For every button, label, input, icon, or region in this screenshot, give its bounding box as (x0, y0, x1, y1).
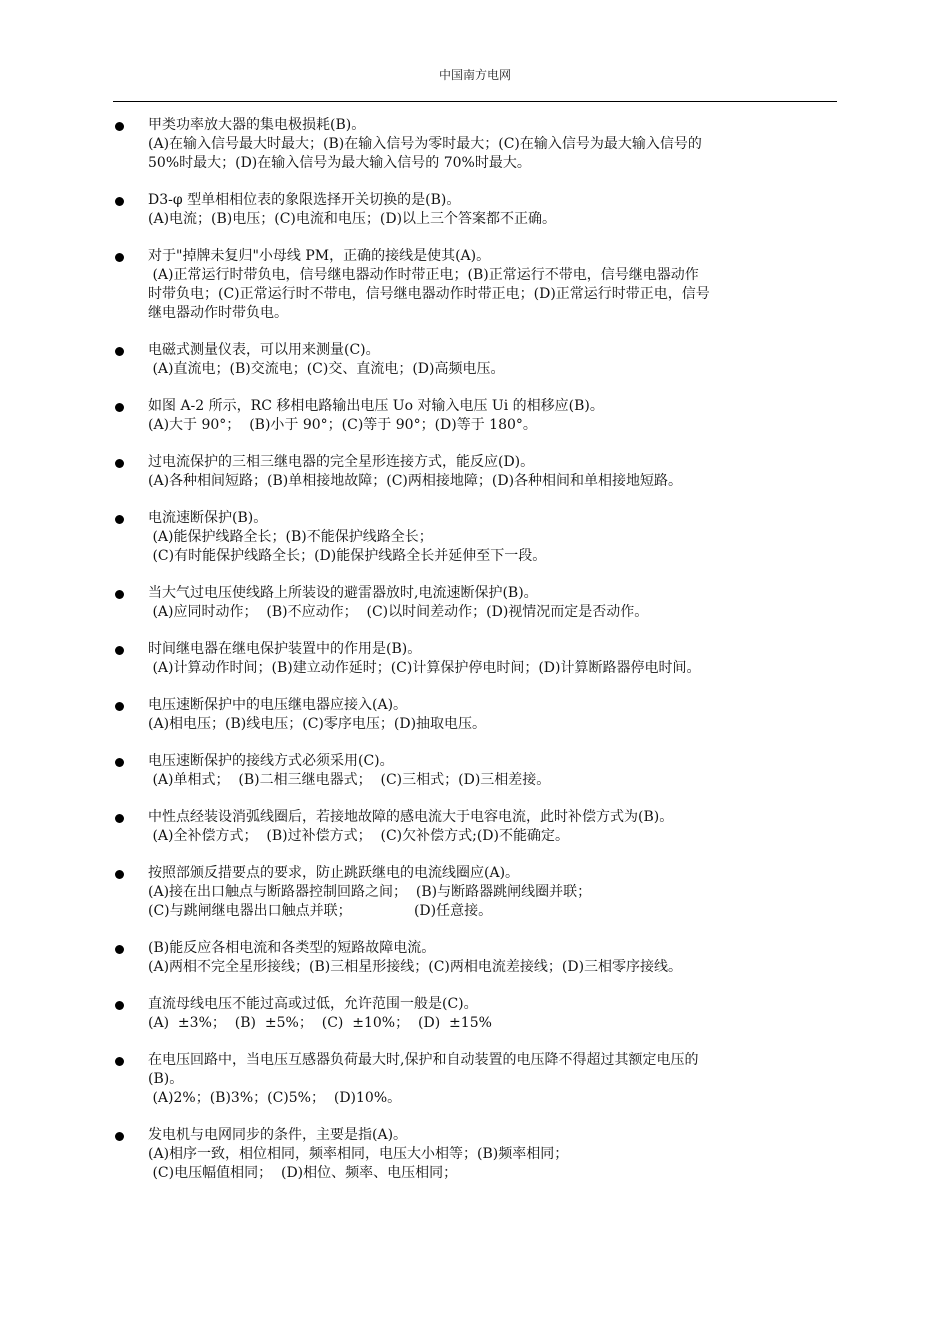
bullet-icon (115, 459, 124, 468)
question-item (113, 1126, 837, 1183)
bullet-icon (115, 197, 124, 206)
question-options-line: (C)有时能保护线路全长；(D)能保护线路全长并延伸至下一段。 (148, 548, 547, 564)
question-stem: 时间继电器在继电保护装置中的作用是(B)。 (148, 641, 422, 657)
question-stem: (B)能反应各相电流和各类型的短路故障电流。 (148, 940, 436, 956)
question-stem: 电压速断保护中的电压继电器应接入(A)。 (148, 697, 408, 713)
page-header: 中国南方电网 (438, 68, 511, 82)
question-options-line: (A)电流；(B)电压；(C)电流和电压；(D)以上三个答案都不正确。 (148, 211, 557, 227)
bullet-icon (115, 253, 124, 262)
bullet-icon (115, 1057, 124, 1066)
question-item (113, 509, 837, 566)
bullet-icon (115, 403, 124, 412)
question-options-line: (A)2%；(B)3%；(C)5%； (D)10%。 (148, 1090, 402, 1106)
question-stem: 当大气过电压使线路上所装设的避雷器放时,电流速断保护(B)。 (148, 585, 538, 601)
question-stem: 发电机与电网同步的条件，主要是指(A)。 (148, 1127, 408, 1143)
question-stem: D3-φ 型单相相位表的象限选择开关切换的是(B)。 (148, 192, 461, 208)
question-item (113, 808, 837, 846)
bullet-icon (115, 814, 124, 823)
question-options-line: (A)直流电；(B)交流电；(C)交、直流电；(D)高频电压。 (148, 361, 505, 377)
bullet-icon (115, 347, 124, 356)
question-options-line: (A) ±3%； (B) ±5%； (C) ±10%； (D) ±15% (148, 1015, 492, 1031)
question-item (113, 696, 837, 734)
question-item (113, 397, 837, 435)
question-stem: 如图 A-2 所示，RC 移相电路输出电压 Uo 对输入电压 Ui 的相移应(B)。 (148, 398, 604, 414)
question-item (113, 939, 837, 977)
bullet-icon (115, 1001, 124, 1010)
question-options-line: 继电器动作时带负电。 (148, 305, 288, 321)
question-item (113, 995, 837, 1033)
bullet-icon (115, 515, 124, 524)
bullet-icon (115, 646, 124, 655)
question-item (113, 453, 837, 491)
bullet-icon (115, 1132, 124, 1141)
question-stem: 直流母线电压不能过高或过低，允许范围一般是(C)。 (148, 996, 478, 1012)
bullet-icon (115, 758, 124, 767)
question-options-line: (A)相序一致，相位相同，频率相同，电压大小相等；(B)频率相同； (148, 1146, 569, 1162)
question-options-line: (B)。 (148, 1071, 184, 1087)
header-rule (113, 101, 837, 102)
question-options-line: (A)大于 90°； (B)小于 90°；(C)等于 90°；(D)等于 180°。 (148, 417, 537, 433)
question-item (113, 584, 837, 622)
question-list (113, 116, 837, 1201)
question-options-line: (C)电压幅值相同； (D)相位、频率、电压相同； (148, 1165, 458, 1181)
question-item (113, 247, 837, 323)
question-options-line: (A)两相不完全星形接线；(B)三相星形接线；(C)两相电流差接线；(D)三相零序接线。 (148, 959, 683, 975)
bullet-icon (115, 945, 124, 954)
question-options-line: (A)应同时动作； (B)不应动作； (C)以时间差动作；(D)视情况而定是否动作。 (148, 604, 649, 620)
question-item (113, 116, 837, 173)
question-options-line: (A)能保护线路全长；(B)不能保护线路全长； (148, 529, 433, 545)
question-stem: 按照部颁反措要点的要求，防止跳跃继电的电流线圈应(A)。 (148, 865, 520, 881)
question-stem: 甲类功率放大器的集电极损耗(B)。 (148, 117, 366, 133)
question-stem: 电压速断保护的接线方式必须采用(C)。 (148, 753, 394, 769)
bullet-icon (115, 870, 124, 879)
question-stem: 在电压回路中，当电压互感器负荷最大时,保护和自动装置的电压降不得超过其额定电压的 (148, 1052, 699, 1068)
question-options-line: (C)与跳闸继电器出口触点并联； (D)任意接。 (148, 903, 493, 919)
question-stem: 对于"掉牌未复归"小母线 PM，正确的接线是使其(A)。 (148, 248, 491, 264)
question-options-line: (A)各种相间短路；(B)单相接地故障；(C)两相接地障；(D)各种相间和单相接地短路。 (148, 473, 683, 489)
question-options-line: (A)计算动作时间；(B)建立动作延时；(C)计算保护停电时间；(D)计算断路器停电时间。 (148, 660, 701, 676)
question-options-line: (A)正常运行时带负电，信号继电器动作时带正电；(B)正常运行不带电，信号继电器动作 (148, 267, 699, 283)
question-item (113, 640, 837, 678)
question-options-line: (A)在输入信号最大时最大；(B)在输入信号为零时最大；(C)在输入信号为最大输入信号的 (148, 136, 702, 152)
bullet-icon (115, 122, 124, 131)
question-options-line: (A)相电压；(B)线电压；(C)零序电压；(D)抽取电压。 (148, 716, 487, 732)
question-item (113, 341, 837, 379)
bullet-icon (115, 590, 124, 599)
question-options-line: (A)全补偿方式； (B)过补偿方式； (C)欠补偿方式;(D)不能确定。 (148, 828, 569, 844)
question-stem: 电流速断保护(B)。 (148, 510, 268, 526)
question-options-line: (A)单相式； (B)二相三继电器式； (C)三相式；(D)三相差接。 (148, 772, 551, 788)
question-item (113, 864, 837, 921)
question-stem: 过电流保护的三相三继电器的完全星形连接方式，能反应(D)。 (148, 454, 535, 470)
bullet-icon (115, 702, 124, 711)
question-item (113, 752, 837, 790)
question-stem: 电磁式测量仪表，可以用来测量(C)。 (148, 342, 380, 358)
question-options-line: (A)接在出口触点与断路器控制回路之间； (B)与断路器跳闸线圈并联； (148, 884, 592, 900)
question-item (113, 1051, 837, 1108)
question-options-line: 时带负电；(C)正常运行时不带电，信号继电器动作时带正电；(D)正常运行时带正电，信号 (148, 286, 710, 302)
question-options-line: 50%时最大；(D)在输入信号为最大输入信号的 70%时最大。 (148, 155, 531, 171)
question-item (113, 191, 837, 229)
question-stem: 中性点经装设消弧线圈后，若接地故障的感电流大于电容电流，此时补偿方式为(B)。 (148, 809, 674, 825)
